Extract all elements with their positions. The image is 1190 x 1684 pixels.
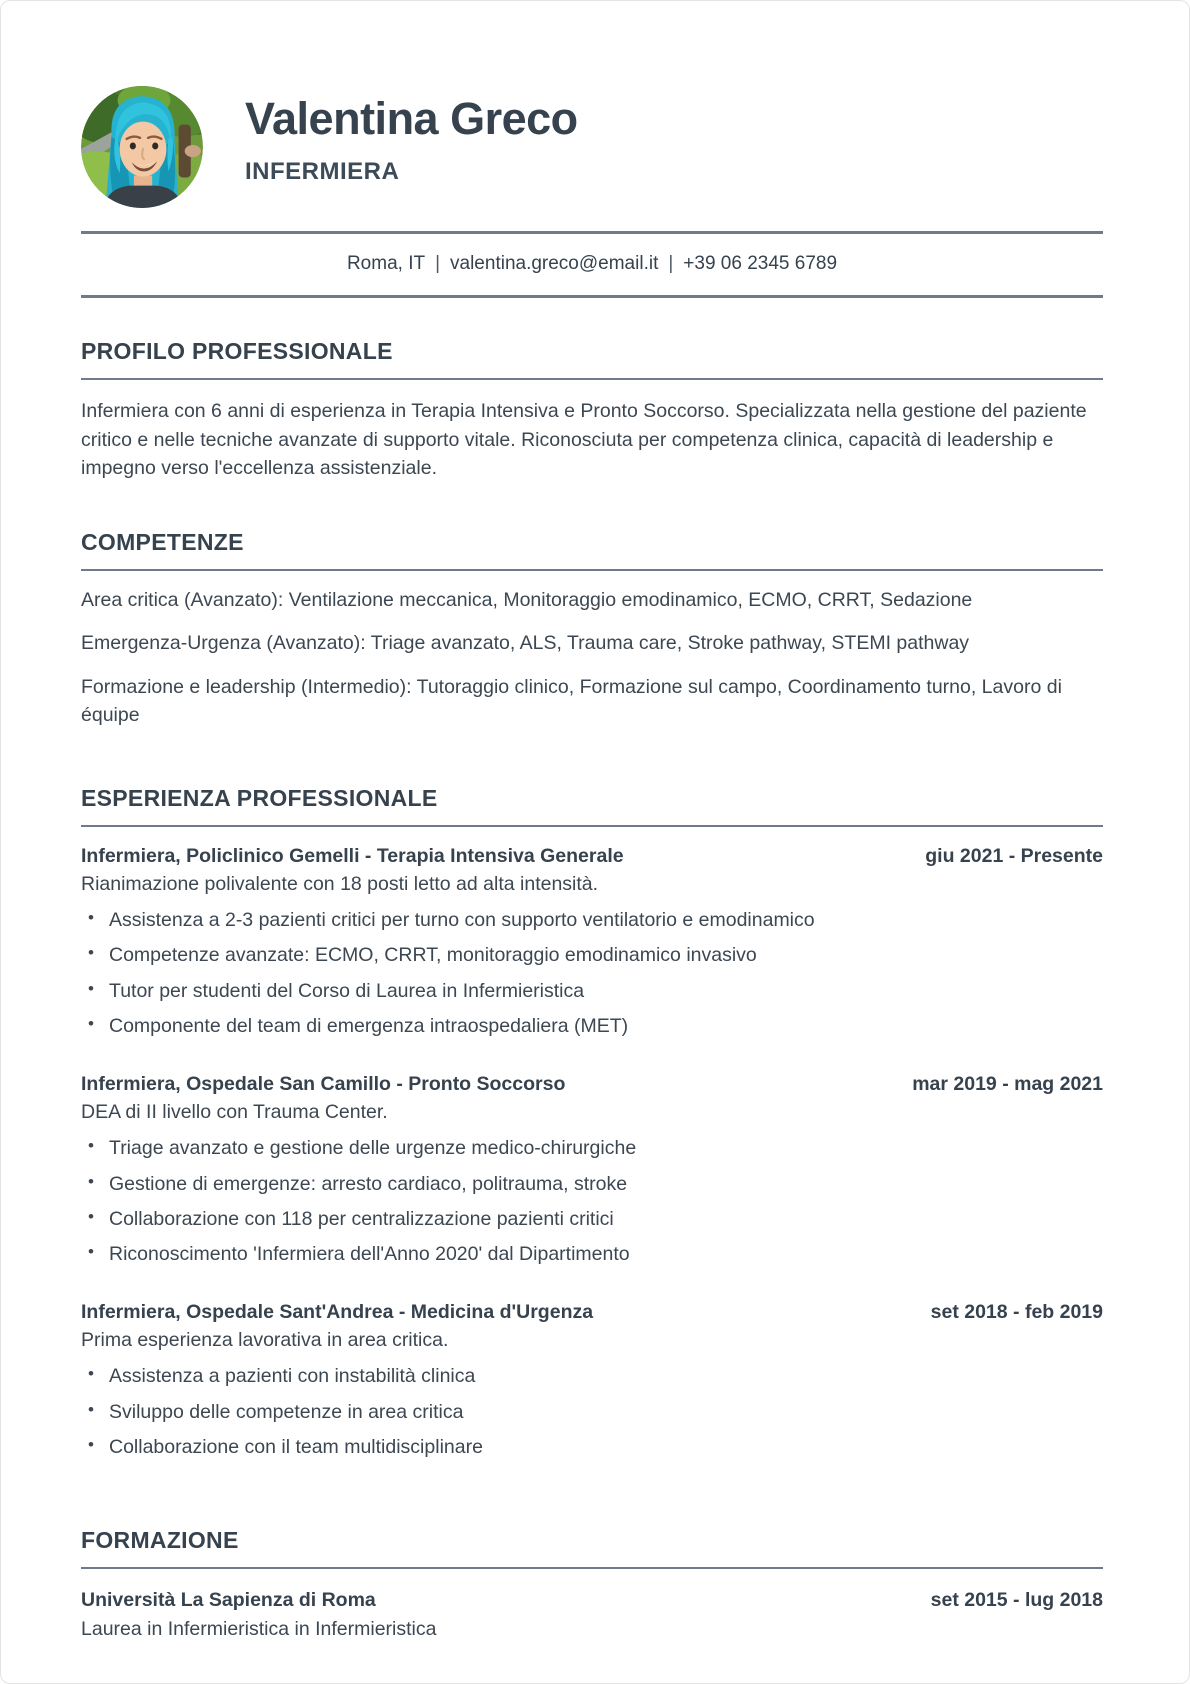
education-header: [81, 1589, 1103, 1612]
contact-email: valentina.greco@email.it: [450, 253, 659, 274]
job-title: Infermiera, Ospedale Sant'Andrea - Medicina d'Urgenza: [81, 1301, 594, 1324]
education-school: Università La Sapienza di Roma: [81, 1589, 376, 1612]
job-header: [81, 1301, 1103, 1324]
profile-text: Infermiera con 6 anni di esperienza in Terapia Intensiva e Pronto Soccorso. Specializzata nella gestione del paziente critico e nelle tecniche avanzate di supporto vitale. Riconosciuta per competenza clinica, capacità di leadership e impegno verso l'eccellenza assistenziale.: [81, 400, 1087, 480]
section-profile: [81, 338, 1103, 483]
section-education: [81, 1527, 1103, 1641]
section-skills: [81, 529, 1103, 729]
contact-separator: |: [435, 253, 441, 274]
job-dates: giu 2021 - Presente: [925, 845, 1103, 868]
job-bullet: • Gestione di emergenze: arresto cardiaco, politrauma, stroke: [81, 1171, 1103, 1198]
job-entry: [81, 1073, 1103, 1268]
experience-heading: ESPERIENZA PROFESSIONALE: [81, 785, 1103, 827]
section-experience: [81, 785, 1103, 1461]
person-name: Valentina Greco: [245, 93, 578, 144]
job-bullet: • Collaborazione con 118 per centralizzazione pazienti critici: [81, 1206, 1103, 1233]
education-dates: set 2015 - lug 2018: [930, 1589, 1103, 1612]
contact-separator: |: [668, 253, 674, 274]
job-subtitle: DEA di II livello con Trauma Center.: [81, 1101, 388, 1124]
job-subtitle: Prima esperienza lavorativa in area critica.: [81, 1329, 449, 1352]
job-bullet: • Tutor per studenti del Corso di Laurea in Infermieristica: [81, 978, 1103, 1005]
education-entry: [81, 1589, 1103, 1641]
job-entry: [81, 1301, 1103, 1461]
job-header: [81, 845, 1103, 868]
job-title: Infermiera, Ospedale San Camillo - Pronto Soccorso: [81, 1073, 566, 1096]
contact-divider: [81, 295, 1103, 298]
job-bullet: • Triage avanzato e gestione delle urgenze medico-chirurgiche: [81, 1135, 1103, 1162]
header: [81, 86, 1103, 208]
job-bullet: • Componente del team di emergenza intraospedaliera (MET): [81, 1013, 1103, 1040]
education-degree: Laurea in Infermieristica in Infermieristica: [81, 1618, 437, 1641]
profile-photo-image: [81, 86, 203, 208]
skill-item: Area critica (Avanzato): Ventilazione meccanica, Monitoraggio emodinamico, ECMO, CRRT, Sedazione: [81, 588, 973, 611]
skill-item: Emergenza-Urgenza (Avanzato): Triage avanzato, ALS, Trauma care, Stroke pathway, STEMI pathway: [81, 632, 970, 655]
job-bullet: • Competenze avanzate: ECMO, CRRT, monitoraggio emodinamico invasivo: [81, 942, 1103, 969]
job-dates: mar 2019 - mag 2021: [912, 1073, 1103, 1096]
job-bullets: [81, 1135, 1103, 1268]
profile-photo: [81, 86, 203, 208]
job-bullets: [81, 1363, 1103, 1461]
job-bullet: • Assistenza a 2-3 pazienti critici per turno con supporto ventilatorio e emodinamico: [81, 907, 1103, 934]
job-bullet: • Collaborazione con il team multidisciplinare: [81, 1434, 1103, 1461]
person-role: INFERMIERA: [245, 157, 400, 185]
job-header: [81, 1073, 1103, 1096]
job-title: Infermiera, Policlinico Gemelli - Terapia Intensiva Generale: [81, 845, 624, 868]
skills-list: [81, 586, 1103, 729]
job-dates: set 2018 - feb 2019: [930, 1301, 1103, 1324]
skill-item: Formazione e leadership (Intermedio): Tutoraggio clinico, Formazione sul campo, Coordinamento turno, Lavoro di équipe: [81, 675, 1062, 726]
contact-location: Roma, IT: [346, 253, 426, 274]
contact-phone: +39 06 2345 6789: [683, 253, 838, 274]
contact-line: [81, 234, 1103, 295]
job-entry: [81, 845, 1103, 1040]
education-heading: FORMAZIONE: [81, 1527, 1103, 1569]
job-bullets: [81, 907, 1103, 1040]
job-bullet: • Riconoscimento 'Infermiera dell'Anno 2020' dal Dipartimento: [81, 1241, 1103, 1268]
profile-heading: PROFILO PROFESSIONALE: [81, 338, 1103, 380]
job-subtitle: Rianimazione polivalente con 18 posti letto ad alta intensità.: [81, 873, 599, 896]
name-block: [245, 86, 578, 186]
job-bullet: • Assistenza a pazienti con instabilità clinica: [81, 1363, 1103, 1390]
skills-heading: COMPETENZE: [81, 529, 1103, 571]
job-bullet: • Sviluppo delle competenze in area critica: [81, 1399, 1103, 1426]
